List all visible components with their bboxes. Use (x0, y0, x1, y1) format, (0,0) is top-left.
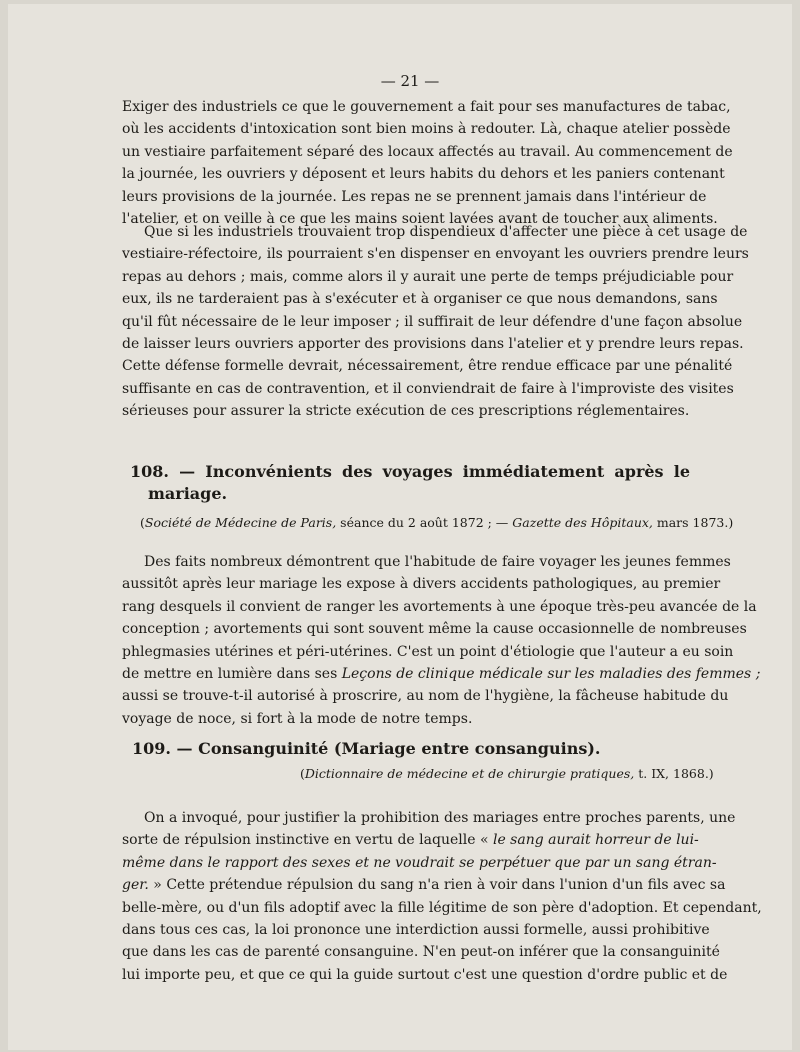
text-line: où les accidents d'intoxication sont bien moins à redouter. Là, chaque atelier possède (122, 121, 731, 138)
text-line: vestiaire-réfectoire, ils pourraient s'en dispenser en envoyant les ouvriers prendre leurs (122, 246, 749, 263)
text-line: la journée, les ouvriers y déposent et leurs habits du dehors et les paniers contenant (122, 166, 725, 183)
text-line: que dans les cas de parenté consanguine. N'en peut-on inférer que la consanguinité (122, 944, 720, 961)
dictionary-title: Dictionnaire de médecine et de chirurgie pratiques, (304, 766, 635, 781)
section-109-source: (Dictionnaire de médecine et de chirurgie pratiques, t. IX, 1868.) (300, 766, 714, 781)
text-line: rang desquels il convient de ranger les avortements à une époque très-peu avancée de la (122, 598, 757, 615)
heading-line: 108. — Inconvénients des voyages immédiatement après le (130, 462, 690, 481)
text-line: même dans le rapport des sexes et ne voudrait se perpétuer que par un sang étran- (122, 854, 717, 871)
section-108-heading (130, 461, 690, 505)
book-title: Leçons de clinique médicale sur les maladies des femmes ; (341, 666, 761, 683)
text-line: aussi se trouve-t-il autorisé à proscrire, au nom de l'hygiène, la fâcheuse habitude du (122, 688, 729, 705)
text-line: qu'il fût nécessaire de le leur imposer ; il suffirait de leur défendre d'une façon absolue (122, 313, 743, 330)
text-line: On a invoqué, pour justifier la prohibition des mariages entre proches parents, une (144, 810, 736, 826)
text-line: suffisante en cas de contravention, et il conviendrait de faire à l'improviste des visites (122, 380, 734, 397)
text-line: conception ; avortements qui sont souvent même la cause occasionnelle de nombreuses (122, 621, 747, 638)
text-line: aussitôt après leur mariage les expose à divers accidents pathologiques, au premier (122, 576, 721, 593)
text-line: lui importe peu, et que ce qui la guide surtout c'est une question d'ordre public et de (122, 966, 728, 983)
journal-title: Gazette des Hôpitaux, (512, 515, 653, 530)
text-line: l'atelier, et on veille à ce que les mains soient lavées avant de toucher aux aliments. (122, 211, 718, 228)
text-line: leurs provisions de la journée. Les repas ne se prennent jamais dans l'intérieur de (122, 188, 707, 205)
journal-title: Société de Médecine de Paris, (144, 515, 337, 530)
paragraph-tabac (122, 96, 733, 230)
paragraph-refectoire (122, 221, 749, 423)
text-line: Exiger des industriels ce que le gouvernement a fait pour ses manufactures de tabac, (122, 99, 731, 115)
text-line: Que si les industriels trouvaient trop dispendieux d'affecter une pièce à cet usage de (144, 224, 748, 240)
text-line: eux, ils ne tarderaient pas à s'exécuter et à organiser ce que nous demandons, sans (122, 291, 718, 308)
paragraph-voyages (122, 551, 761, 730)
text-line: sorte de répulsion instinctive en vertu de laquelle « le sang aurait horreur de lui- (122, 832, 699, 849)
paragraph-consanguinite (122, 807, 762, 986)
text-line: de mettre en lumière dans ses Leçons de clinique médicale sur les maladies des femmes ; (122, 666, 761, 683)
heading-line: mariage. (148, 484, 228, 503)
heading-line: 109. — Consanguinité (Mariage entre consanguins). (132, 739, 601, 758)
section-109-heading (132, 738, 692, 760)
text-line: Des faits nombreux démontrent que l'habitude de faire voyager les jeunes femmes (144, 554, 731, 570)
text-line: phlegmasies utérines et péri-utérines. C'est un point d'étiologie que l'auteur a eu soin (122, 643, 734, 660)
text-line: ger. » Cette prétendue répulsion du sang n'a rien à voir dans l'union d'un fils avec sa (122, 877, 726, 894)
page-number: — 21 — (380, 72, 440, 90)
section-108-source: (Société de Médecine de Paris, séance du 2 août 1872 ; — Gazette des Hôpitaux, mars 1873.) (140, 515, 734, 530)
text-line: voyage de noce, si fort à la mode de notre temps. (122, 710, 473, 727)
text-line: un vestiaire parfaitement séparé des locaux affectés au travail. Au commencement de (122, 143, 733, 160)
text-line: repas au dehors ; mais, comme alors il y aurait une perte de temps préjudiciable pour (122, 268, 734, 285)
text-line: sérieuses pour assurer la stricte exécution de ces prescriptions réglementaires. (122, 403, 690, 420)
text-line: belle-mère, ou d'un fils adoptif avec la fille légitime de son père d'adoption. Et cependant, (122, 899, 762, 916)
text-line: Cette défense formelle devrait, nécessairement, être rendue efficace par une pénalité (122, 358, 733, 375)
text-line: de laisser leurs ouvriers apporter des provisions dans l'atelier et y prendre leurs repas. (122, 336, 744, 353)
text-line: dans tous ces cas, la loi prononce une interdiction aussi formelle, aussi prohibitive (122, 922, 710, 939)
